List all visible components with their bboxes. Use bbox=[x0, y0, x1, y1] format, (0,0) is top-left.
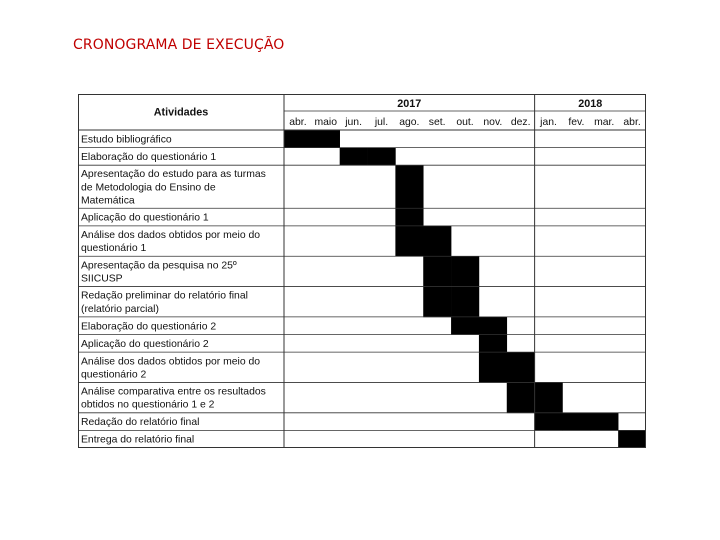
month-label: jan. bbox=[540, 117, 557, 128]
activity-label: Aplicação do questionário 1 bbox=[81, 212, 209, 224]
activity-label: questionário 2 bbox=[81, 369, 147, 381]
schedule-bar bbox=[479, 335, 507, 353]
activity-label: Apresentação da pesquisa no 25º bbox=[81, 260, 237, 272]
schedule-bar bbox=[590, 413, 618, 431]
schedule-bar bbox=[423, 226, 451, 257]
activity-label: Matemática bbox=[81, 195, 135, 207]
activity-label: Análise dos dados obtidos por meio do bbox=[81, 230, 261, 242]
schedule-bar bbox=[507, 352, 535, 383]
year-label: 2018 bbox=[578, 98, 603, 110]
activity-label: Estudo bibliográfico bbox=[81, 134, 172, 146]
schedule-bar bbox=[395, 208, 423, 226]
month-label: nov. bbox=[483, 117, 503, 128]
schedule-bar bbox=[340, 148, 368, 166]
schedule-bar bbox=[423, 256, 451, 287]
month-label: jul. bbox=[374, 117, 389, 128]
activity-label: Apresentação do estudo para as turmas bbox=[81, 169, 266, 181]
schedule-bar bbox=[479, 352, 507, 383]
activity-label: Análise dos dados obtidos por meio do bbox=[81, 356, 261, 368]
activity-label: questionário 1 bbox=[81, 243, 147, 255]
schedule-bar bbox=[618, 430, 646, 448]
year-label: 2017 bbox=[397, 98, 422, 110]
activity-label: SIICUSP bbox=[81, 273, 123, 285]
schedule-bar bbox=[423, 287, 451, 318]
schedule-bar bbox=[312, 130, 340, 148]
slide-title: CRONOGRAMA DE EXECUÇÃO bbox=[73, 37, 285, 53]
activity-label: Redação do relatório final bbox=[81, 417, 200, 429]
month-label: out. bbox=[456, 117, 474, 128]
schedule-bar bbox=[507, 382, 535, 413]
month-label: fev. bbox=[568, 117, 585, 128]
activity-label: Redação preliminar do relatório final bbox=[81, 290, 248, 302]
schedule-bar bbox=[451, 256, 479, 287]
activity-label: Entrega do relatório final bbox=[81, 434, 195, 446]
month-label: abr. bbox=[289, 117, 307, 128]
schedule-bar bbox=[451, 287, 479, 318]
month-label: ago. bbox=[399, 117, 420, 128]
month-label: set. bbox=[428, 117, 446, 128]
schedule-bar bbox=[395, 165, 423, 208]
schedule-bar bbox=[368, 148, 396, 166]
activity-label: de Metodologia do Ensino de bbox=[81, 182, 216, 194]
schedule-bar bbox=[535, 413, 563, 431]
activity-label: (relatório parcial) bbox=[81, 303, 159, 315]
activity-label: Elaboração do questionário 1 bbox=[81, 151, 217, 163]
gantt-svg bbox=[78, 94, 646, 448]
month-label: abr. bbox=[623, 117, 641, 128]
activities-header: Atividades bbox=[153, 106, 209, 119]
schedule-bar bbox=[395, 226, 423, 257]
activity-label: obtidos no questionário 1 e 2 bbox=[81, 399, 215, 411]
month-label: jun. bbox=[345, 117, 362, 128]
schedule-bar bbox=[479, 317, 507, 335]
activity-label: Aplicação do questionário 2 bbox=[81, 338, 209, 350]
activity-label: Análise comparativa entre os resultados bbox=[81, 386, 266, 398]
month-label: maio bbox=[314, 117, 338, 128]
gantt-schedule-table bbox=[78, 94, 646, 448]
activity-label: Elaboração do questionário 2 bbox=[81, 321, 217, 333]
schedule-bar bbox=[535, 382, 563, 413]
schedule-bar bbox=[451, 317, 479, 335]
schedule-bar bbox=[562, 413, 590, 431]
schedule-bar bbox=[284, 130, 312, 148]
month-label: mar. bbox=[594, 117, 615, 128]
month-label: dez. bbox=[510, 117, 531, 128]
